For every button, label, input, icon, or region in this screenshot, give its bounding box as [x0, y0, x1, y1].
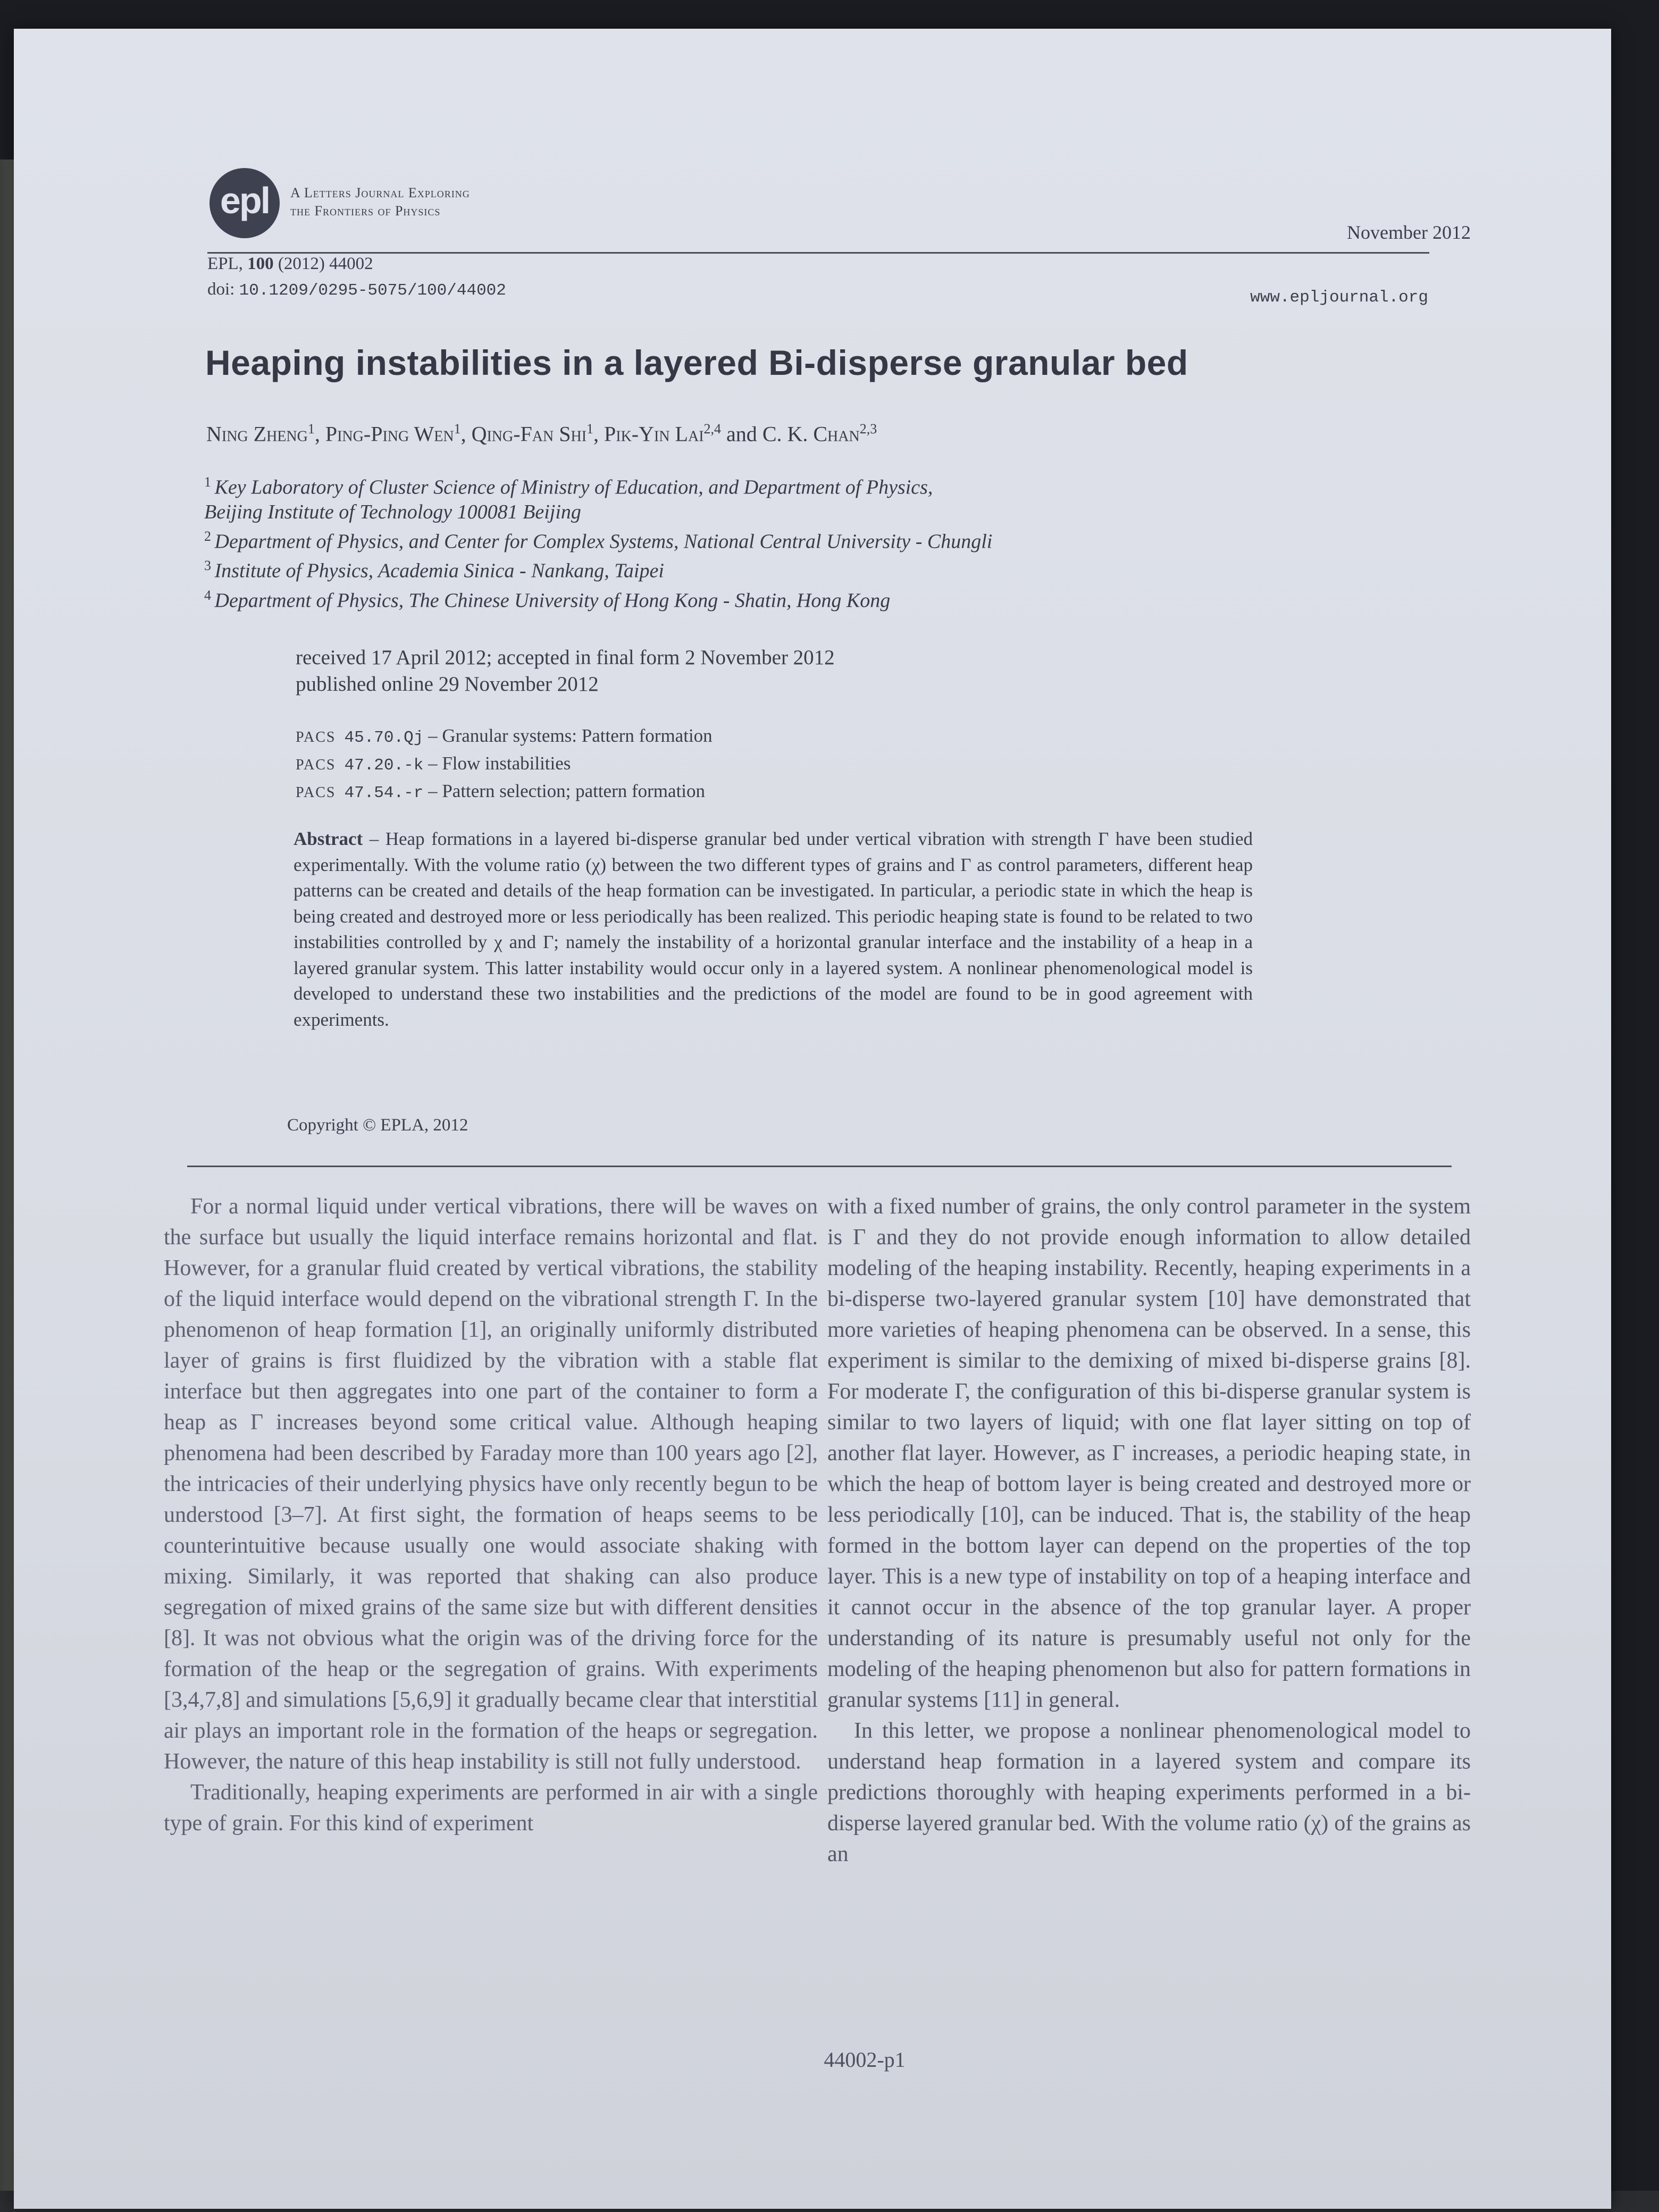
author-joiner: and — [726, 422, 757, 446]
affiliation-text: Beijing Institute of Technology 100081 Beijing — [204, 500, 581, 523]
tagline-line-1: A Letters Journal Exploring — [290, 185, 470, 200]
journal-tagline — [290, 184, 663, 220]
affiliation-sup: 1 — [204, 474, 215, 490]
affiliation-line — [204, 524, 1480, 554]
body-paragraph: In this letter, we propose a nonlinear phenomenological model to understand heap formation in a layered system and compare its predictions thoroughly with heaping experiments performed in a bi-disperse layered granular bed. With the volume ratio (χ) of the grains as an — [827, 1719, 1471, 1866]
pacs-code: 45.70.Qj — [344, 728, 424, 747]
author-name: C. K. Chan — [762, 422, 860, 446]
citation-prefix: EPL, — [207, 254, 248, 273]
body-paragraph: Traditionally, heaping experiments are performed in air with a single type of grain. For this kind of experiment — [164, 1780, 818, 1836]
dates-block — [296, 644, 1253, 698]
author-affil-sup: 2,4 — [703, 421, 722, 437]
pacs-list — [296, 723, 1253, 806]
pacs-code: 47.20.-k — [344, 756, 424, 775]
tagline-line-2: the Frontiers of Physics — [290, 203, 441, 219]
issue-date: November 2012 — [1347, 222, 1471, 243]
journal-url[interactable]: www.epljournal.org — [1250, 288, 1428, 307]
author-affil-sup: 2,3 — [859, 421, 877, 437]
citation-volume: 100 — [247, 254, 274, 273]
affiliation-text: Department of Physics, The Chinese University of Hong Kong - Shatin, Hong Kong — [214, 589, 891, 612]
pacs-desc: – Granular systems: Pattern formation — [423, 725, 713, 746]
body-column-left — [164, 1191, 818, 1839]
pacs-desc: – Flow instabilities — [423, 753, 571, 774]
author-name: Qing-Fan Shi — [471, 422, 587, 446]
citation-line — [207, 251, 739, 276]
affiliation-line — [204, 470, 1480, 500]
affiliation-line — [204, 500, 1480, 524]
affiliation-sup: 2 — [204, 528, 215, 544]
pacs-item — [296, 751, 1253, 778]
affiliation-text: Institute of Physics, Academia Sinica - Nankang, Taipei — [214, 559, 664, 582]
citation-block — [207, 251, 739, 304]
author-name: Pik-Yin Lai — [604, 422, 704, 446]
page-number: 44002-p1 — [824, 2048, 906, 2072]
pacs-desc: – Pattern selection; pattern formation — [423, 781, 706, 801]
author-affil-sup: 1 — [586, 421, 594, 437]
copyright-line: Copyright © EPLA, 2012 — [287, 1116, 468, 1135]
affiliation-line — [204, 583, 1480, 613]
affiliation-sup: 4 — [204, 587, 215, 603]
doi-line — [207, 276, 739, 304]
citation-suffix: (2012) 44002 — [273, 254, 373, 273]
abstract — [294, 826, 1253, 1033]
author-name: Ning Zheng — [206, 422, 308, 446]
pacs-item — [296, 723, 1253, 751]
pacs-code: 47.54.-r — [344, 784, 424, 802]
pacs-label: PACS — [296, 757, 336, 773]
abstract-rule — [187, 1166, 1452, 1167]
author-name: Ping-Ping Wen — [325, 422, 454, 446]
paper-title: Heaping instabilities in a layered Bi-disperse granular bed — [205, 343, 1188, 382]
body-paragraph: with a fixed number of grains, the only control parameter in the system is Γ and they do not provide enough information to allow detailed modeling of the heaping instability. Recently, heaping experiments in a bi-disperse two-layered granular system [10] have demonstrated that more varieties of heaping phenomena can be observed. In a sense, this experiment is similar to the demixing of mixed bi-disperse grains [8]. For moderate Γ, the configuration of this bi-disperse granular system is similar to two layers of liquid; with one flat layer sitting on top of another flat layer. However, as Γ increases, a periodic heaping state, in which the heap of bottom layer is being created and destroyed more or less periodically [10], can be induced. That is, the stability of the heap formed in the bottom layer can depend on the properties of the top layer. This is a new type of instability on top of a heaping interface and it cannot occur in the absence of the top granular layer. A proper understanding of its nature is presumably useful not only for the modeling of the heaping phenomenon but also for pattern formations in granular systems [11] in general. — [827, 1194, 1471, 1712]
author-affil-sup: 1 — [454, 421, 461, 437]
received-line: received 17 April 2012; accepted in final form 2 November 2012 — [296, 646, 835, 669]
doi-label: doi: — [207, 280, 239, 299]
body-paragraph: For a normal liquid under vertical vibrations, there will be waves on the surface but usually the liquid interface remains horizontal and flat. However, for a granular fluid created by vertical vibrations, the stability of the liquid interface would depend on the vibrational strength Γ. In the phenomenon of heap formation [1], an originally uniformly distributed layer of grains is first fluidized by the vibration with a stable flat interface but then aggregates into one part of the container to form a heap as Γ increases beyond some critical value. Although heaping phenomena had been described by Faraday more than 100 years ago [2], the intricacies of their underlying physics have only recently begun to be understood [3–7]. At first sight, the formation of heaps seems to be counterintuitive because usually one would associate shaking with mixing. Similarly, it was reported that shaking can also produce segregation of mixed grains of the same size but with different densities [8]. It was not obvious what the origin was of the driving force for the formation of the heap or the segregation of grains. With experiments [3,4,7,8] and simulations [5,6,9] it gradually became clear that interstitial air plays an important role in the formation of the heaps or segregation. However, the nature of this heap instability is still not fully understood. — [164, 1194, 818, 1774]
pacs-label: PACS — [296, 729, 336, 745]
author-list: Ning Zheng$^1$, Ping-Ping Wen$^1$, Qing-Fan Shi$^1$, Pik-Yin Lai$^{2,4}$ and C. K. Chan$^{2,3}$ — [206, 421, 877, 446]
published-line: published online 29 November 2012 — [296, 673, 599, 696]
affiliations — [204, 470, 1480, 613]
affiliation-sup: 3 — [204, 558, 215, 574]
paper-page — [14, 29, 1611, 2209]
affiliation-line — [204, 554, 1480, 583]
doi-value[interactable]: 10.1209/0295-5075/100/44002 — [239, 281, 506, 300]
abstract-heading: Abstract — [294, 828, 363, 849]
epl-logo: epl — [210, 168, 280, 238]
pacs-label: PACS — [296, 784, 336, 801]
affiliation-text: Key Laboratory of Cluster Science of Ministry of Education, and Department of Physics, — [214, 476, 933, 499]
pacs-item — [296, 778, 1253, 806]
author-affil-sup: 1 — [307, 421, 315, 437]
affiliation-text: Department of Physics, and Center for Complex Systems, National Central University - Chungli — [214, 530, 993, 553]
abstract-text: – Heap formations in a layered bi-disperse granular bed under vertical vibration with strength Γ have been studied experimentally. With the volume ratio (χ) between the two different types of grains and Γ as control parameters, different heap patterns can be created and details of the heap formation can be investigated. In particular, a periodic state in which the heap is being created and destroyed more or less periodically has been realized. This periodic heaping state is found to be related to two instabilities controlled by χ and Γ; namely the instability of a horizontal granular interface and the instability of a heap in a layered granular system. This latter instability would occur only in a layered system. A nonlinear phenomenological model is developed to understand these two instabilities and the predictions of the model are found to be in good agreement with experiments. — [294, 828, 1253, 1030]
body-column-right — [827, 1191, 1471, 1870]
